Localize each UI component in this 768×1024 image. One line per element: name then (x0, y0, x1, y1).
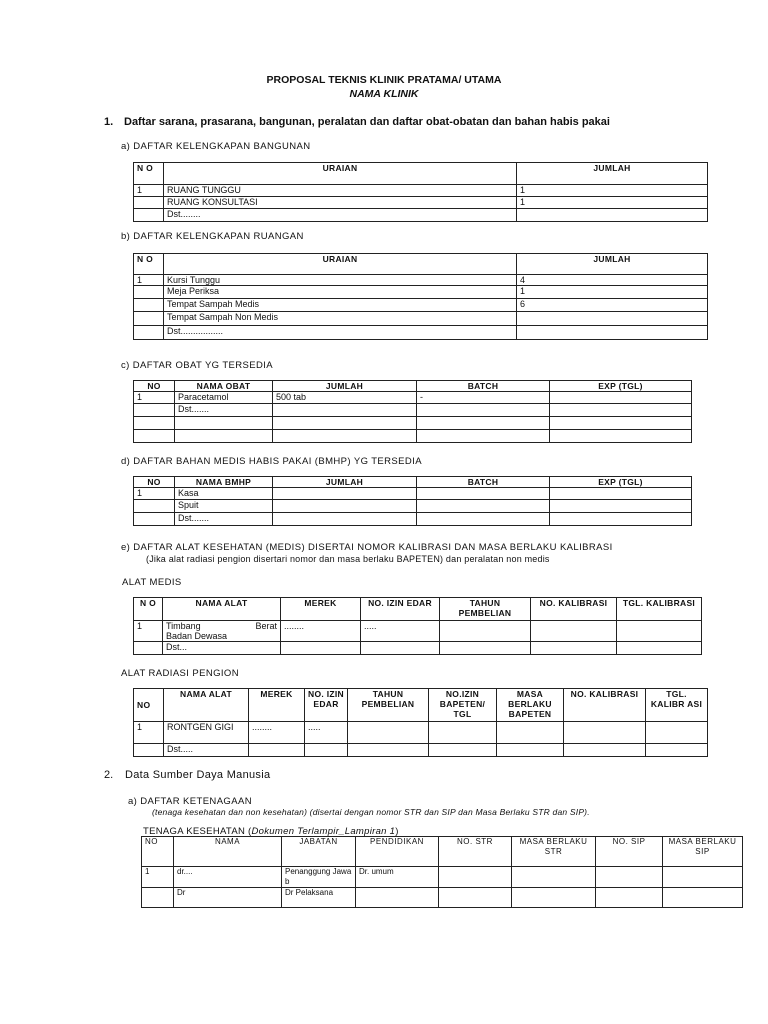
header-no: NO (134, 689, 164, 722)
table-row: 1 dr.... Penanggung Jawab Dr. umum (142, 867, 743, 888)
header-batch: BATCH (417, 381, 550, 392)
header-tgl-kalibrasi: TGL. KALIBRASI (617, 598, 702, 621)
header-tahun-pembelian: TAHUN PEMBELIAN (440, 598, 531, 621)
header-no-kalibrasi: NO. KALIBRASI (564, 689, 646, 722)
header-masa-berlaku-bapeten: MASA BERLAKU BAPETEN (497, 689, 564, 722)
table-row: RUANG KONSULTASI 1 (134, 197, 708, 209)
header-nama-alat: NAMA ALAT (163, 598, 281, 621)
table-row: 1 Paracetamol 500 tab - (134, 392, 692, 404)
header-izin-bapeten: NO.IZIN BAPETEN/ TGL (429, 689, 497, 722)
section-1e-note: (Jika alat radiasi pengion disertari nomor dan masa berlaku BAPETEN) dan peralatan non medis (146, 554, 550, 564)
header-tgl-kalibrasi: TGL. KALIBR ASI (646, 689, 708, 722)
header-no: NO (134, 477, 175, 488)
header-masa-berlaku-sip: MASA BERLAKU SIP (663, 837, 743, 867)
section-1c-label: c) DAFTAR OBAT YG TERSEDIA (121, 360, 274, 371)
table-alat-radiasi (133, 688, 708, 757)
section-1e-label: e) DAFTAR ALAT KESEHATAN (MEDIS) DISERTAI NOMOR KALIBRASI DAN MASA BERLAKU KALIBRASI (121, 542, 613, 553)
header-nama-obat: NAMA OBAT (175, 381, 273, 392)
table-bmhp (133, 476, 692, 526)
header-pendidikan: PENDIDIKAN (356, 837, 439, 867)
table-row (134, 417, 692, 430)
header-izin-edar: NO. IZIN EDAR (305, 689, 348, 722)
header-no-str: NO. STR (439, 837, 512, 867)
table-row: 1 Timbang Berat Badan Dewasa ........ ..... (134, 621, 702, 642)
table-row: Tempat Sampah Non Medis (134, 312, 708, 326)
header-no: N O (134, 254, 164, 275)
header-tahun-pembelian: TAHUN PEMBELIAN (348, 689, 429, 722)
table-row: Meja Periksa 1 (134, 286, 708, 299)
header-no-sip: NO. SIP (596, 837, 663, 867)
header-jumlah: JUMLAH (273, 381, 417, 392)
table-row: Spuit (134, 500, 692, 513)
header-merek: MEREK (249, 689, 305, 722)
table-row (134, 430, 692, 443)
header-no: NO (134, 381, 175, 392)
section-2a-label: a) DAFTAR KETENAGAAN (128, 796, 252, 807)
section-2a-note: (tenaga kesehatan dan non kesehatan) (disertai dengan nomor STR dan SIP dan Masa Berlaku STR dan SIP). (152, 807, 590, 817)
table-row: 1 Kasa (134, 488, 692, 500)
document-title: PROPOSAL TEKNIS KLINIK PRATAMA/ UTAMA (266, 74, 502, 86)
table-row: Dst........ (134, 209, 708, 222)
header-exp: EXP (TGL) (550, 381, 692, 392)
header-no: N O (134, 163, 164, 185)
table-row: Dst... (134, 642, 702, 655)
section-2-number: 2. (104, 769, 114, 781)
header-batch: BATCH (417, 477, 550, 488)
header-masa-berlaku-str: MASA BERLAKU STR (512, 837, 596, 867)
header-nama-bmhp: NAMA BMHP (175, 477, 273, 488)
table-alat-medis (133, 597, 702, 655)
header-nama: NAMA (174, 837, 282, 867)
header-jabatan: JABATAN (282, 837, 356, 867)
header-jumlah: JUMLAH (517, 163, 708, 185)
header-exp: EXP (TGL) (550, 477, 692, 488)
header-uraian: URAIAN (164, 163, 517, 185)
table-tenaga-kesehatan (141, 836, 743, 908)
header-no-kalibrasi: NO. KALIBRASI (531, 598, 617, 621)
alat-medis-label: ALAT MEDIS (122, 577, 182, 588)
table-row: Dst....... (134, 513, 692, 526)
table-row: Dst..... (134, 744, 708, 757)
table-bangunan (133, 162, 708, 222)
table-row: Dr Dr Pelaksana (142, 888, 743, 908)
header-uraian: URAIAN (164, 254, 517, 275)
header-no: N O (134, 598, 163, 621)
table-row: 1 Kursi Tunggu 4 (134, 275, 708, 286)
section-2-heading: Data Sumber Daya Manusia (125, 769, 271, 781)
table-ruangan (133, 253, 708, 340)
table-row: Dst....... (134, 404, 692, 417)
section-1a-label: a) DAFTAR KELENGKAPAN BANGUNAN (121, 141, 311, 152)
header-no: NO (142, 837, 174, 867)
table-row: 1 RONTGEN GIGI ........ ..... (134, 722, 708, 744)
tenaga-kesehatan-label: TENAGA KESEHATAN (Dokumen Terlampir_Lampiran 1) (143, 826, 399, 837)
header-izin-edar: NO. IZIN EDAR (361, 598, 440, 621)
header-merek: MEREK (281, 598, 361, 621)
document-subtitle: NAMA KLINIK (349, 88, 419, 100)
header-jumlah: JUMLAH (517, 254, 708, 275)
table-obat (133, 380, 692, 443)
section-1-heading: Daftar sarana, prasarana, bangunan, peralatan dan daftar obat-obatan dan bahan habis pakai (124, 116, 610, 128)
table-row: 1 RUANG TUNGGU 1 (134, 185, 708, 197)
section-1d-label: d) DAFTAR BAHAN MEDIS HABIS PAKAI (BMHP) YG TERSEDIA (121, 456, 422, 467)
header-jumlah: JUMLAH (273, 477, 417, 488)
table-row: Tempat Sampah Medis 6 (134, 299, 708, 312)
header-nama-alat: NAMA ALAT (164, 689, 249, 722)
alat-radiasi-label: ALAT RADIASI PENGION (121, 668, 239, 679)
section-1-number: 1. (104, 116, 114, 128)
section-1b-label: b) DAFTAR KELENGKAPAN RUANGAN (121, 231, 304, 242)
table-row: Dst................. (134, 326, 708, 340)
